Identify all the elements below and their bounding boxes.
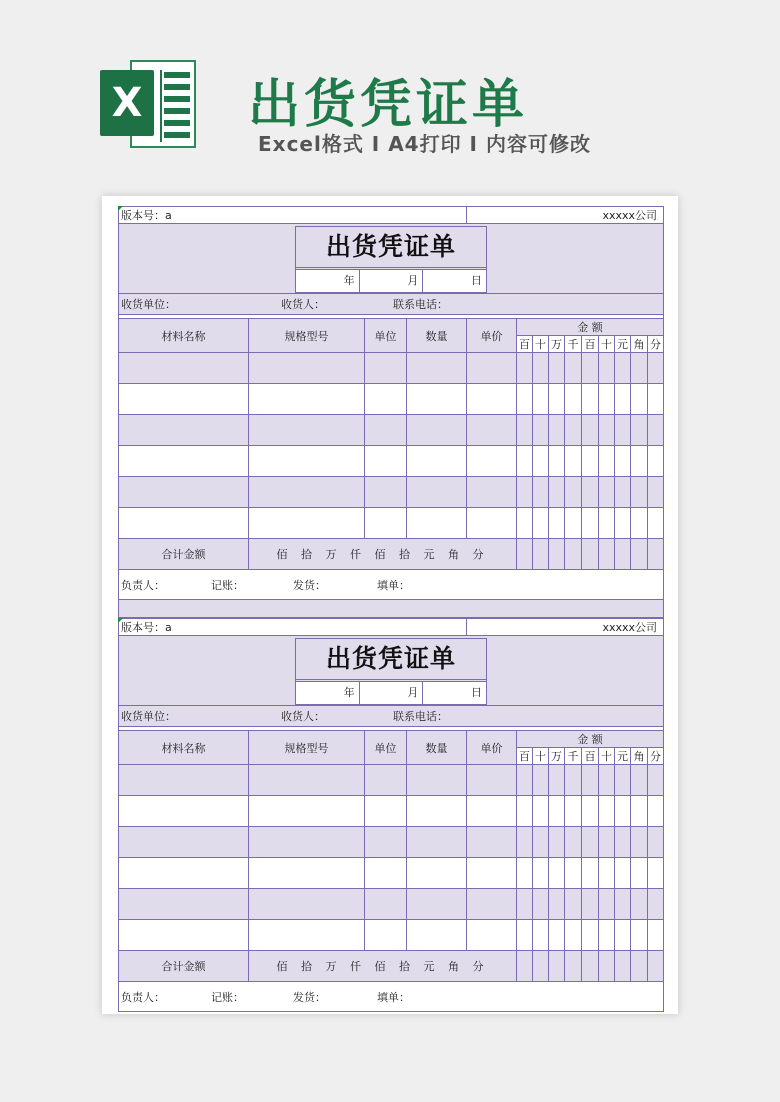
table-row[interactable]	[119, 446, 664, 477]
receiver-label[interactable]: 收货人：	[281, 298, 325, 311]
shipper-label[interactable]: 发货：	[293, 990, 326, 1004]
col-spec: 规格型号	[249, 731, 365, 765]
date-month[interactable]: 月	[360, 270, 424, 292]
digit-yuan: 元	[615, 336, 631, 353]
digit-shi: 十	[533, 336, 549, 353]
filler-label[interactable]: 填单：	[377, 578, 410, 592]
phone-label[interactable]: 联系电话：	[393, 298, 448, 311]
date-day[interactable]: 日	[471, 686, 483, 699]
table-row[interactable]	[119, 384, 664, 415]
bookkeeper-label[interactable]: 记账：	[211, 578, 244, 592]
digit-wan: 万	[549, 748, 565, 765]
table-row[interactable]	[119, 508, 664, 539]
digit-bai-2: 百	[582, 748, 599, 765]
col-material: 材料名称	[119, 319, 249, 353]
total-label: 合计金额	[119, 951, 249, 982]
digit-qian: 千	[565, 336, 582, 353]
digit-yuan: 元	[615, 748, 631, 765]
date-day[interactable]: 日	[471, 274, 483, 287]
receiver-label[interactable]: 收货人：	[281, 710, 325, 723]
table-row[interactable]	[119, 765, 664, 796]
col-amount: 金 额	[517, 319, 664, 336]
digit-jiao: 角	[631, 748, 648, 765]
receiver-unit-label[interactable]: 收货单位：	[121, 298, 176, 311]
excel-icon	[100, 56, 200, 152]
excel-icon-letter: X	[100, 70, 154, 136]
digit-qian: 千	[565, 748, 582, 765]
table-row[interactable]	[119, 796, 664, 827]
digit-shi-2: 十	[599, 748, 615, 765]
col-qty: 数量	[407, 319, 467, 353]
digit-fen: 分	[648, 336, 664, 353]
digit-bai: 百	[517, 748, 533, 765]
version-label: 版本号：a	[119, 207, 467, 224]
title-box	[295, 226, 487, 293]
table-row[interactable]	[119, 858, 664, 889]
info-row	[119, 706, 663, 726]
col-unit: 单位	[365, 319, 407, 353]
total-label: 合计金额	[119, 539, 249, 570]
separator	[119, 600, 664, 618]
info-row	[119, 294, 663, 314]
table-row[interactable]	[119, 415, 664, 446]
manager-label[interactable]: 负责人：	[121, 990, 165, 1004]
date-year[interactable]: 年	[296, 682, 360, 704]
digit-bai-2: 百	[582, 336, 599, 353]
digit-shi: 十	[533, 748, 549, 765]
date-year[interactable]: 年	[296, 270, 360, 292]
phone-label[interactable]: 联系电话：	[393, 710, 448, 723]
digit-wan: 万	[549, 336, 565, 353]
table-row[interactable]	[119, 827, 664, 858]
delivery-form-1	[118, 206, 663, 618]
filler-label[interactable]: 填单：	[377, 990, 410, 1004]
col-qty: 数量	[407, 731, 467, 765]
table-row[interactable]	[119, 889, 664, 920]
document-title: 出货凭证单	[296, 227, 486, 270]
document-paper	[102, 196, 678, 1014]
date-row	[296, 682, 486, 704]
digit-fen: 分	[648, 748, 664, 765]
col-price: 单价	[467, 731, 517, 765]
title-box	[295, 638, 487, 705]
banner-title: 出货凭证单	[248, 75, 529, 135]
table-row[interactable]	[119, 477, 664, 508]
banner-subtitle: Excel格式 I A4打印 I 内容可修改	[258, 132, 591, 156]
delivery-form-2	[118, 618, 663, 1012]
document-title: 出货凭证单	[296, 639, 486, 682]
total-units[interactable]: 佰 拾 万 仟 佰 拾 元 角 分	[249, 539, 517, 570]
cell-marker	[118, 206, 123, 211]
signature-row	[119, 575, 663, 595]
bookkeeper-label[interactable]: 记账：	[211, 990, 244, 1004]
company-name: xxxxx公司	[467, 207, 664, 224]
col-spec: 规格型号	[249, 319, 365, 353]
company-name: xxxxx公司	[467, 619, 664, 636]
date-month[interactable]: 月	[360, 682, 424, 704]
col-price: 单价	[467, 319, 517, 353]
col-material: 材料名称	[119, 731, 249, 765]
table-row[interactable]	[119, 920, 664, 951]
col-amount: 金 额	[517, 731, 664, 748]
shipper-label[interactable]: 发货：	[293, 578, 326, 592]
col-unit: 单位	[365, 731, 407, 765]
cell-marker	[118, 618, 123, 623]
signature-row	[119, 987, 663, 1007]
digit-bai: 百	[517, 336, 533, 353]
digit-jiao: 角	[631, 336, 648, 353]
receiver-unit-label[interactable]: 收货单位：	[121, 710, 176, 723]
version-label: 版本号：a	[119, 619, 467, 636]
digit-shi-2: 十	[599, 336, 615, 353]
manager-label[interactable]: 负责人：	[121, 578, 165, 592]
table-row[interactable]	[119, 353, 664, 384]
banner	[0, 0, 780, 190]
date-row	[296, 270, 486, 292]
total-units[interactable]: 佰 拾 万 仟 佰 拾 元 角 分	[249, 951, 517, 982]
